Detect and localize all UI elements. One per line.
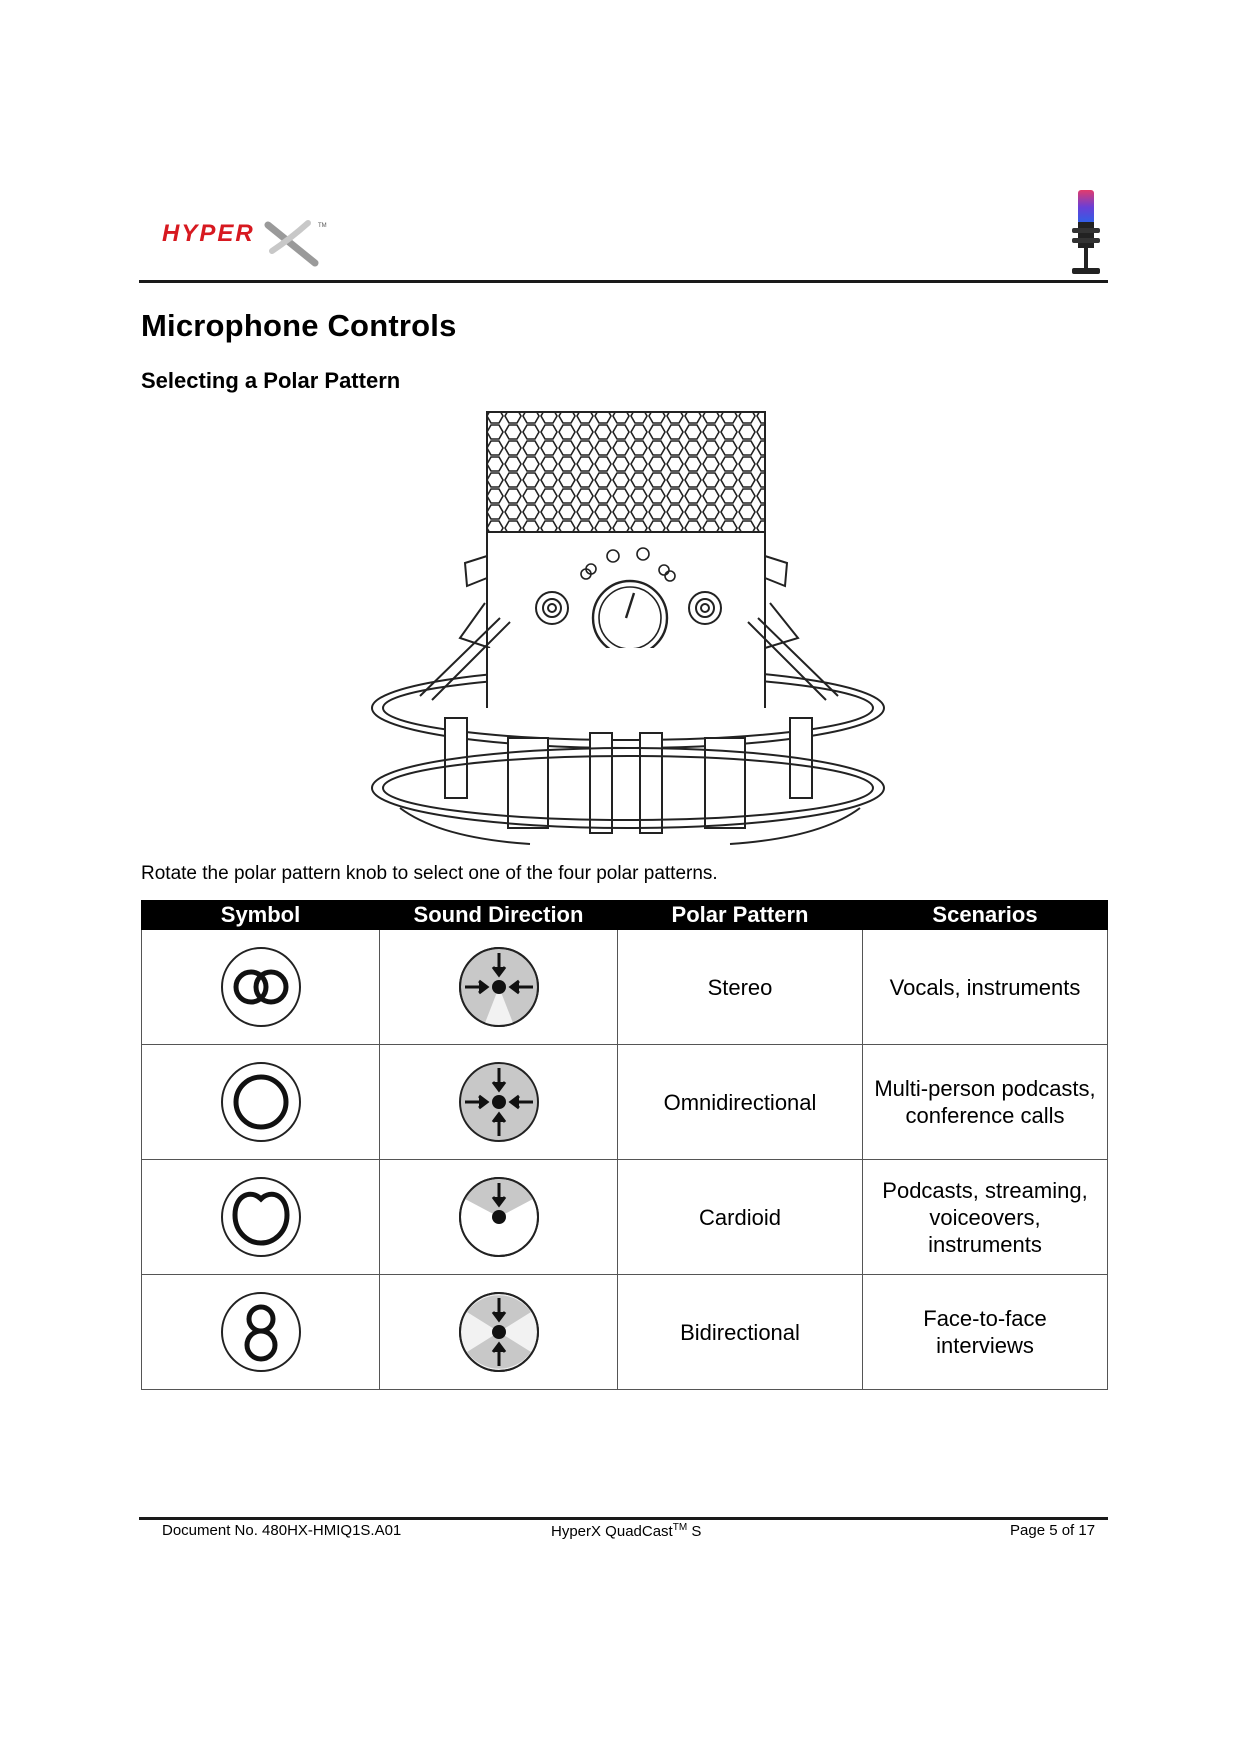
header-divider [139,280,1108,283]
direction-cell [380,1275,618,1390]
scenarios-cell: Podcasts, streaming, voiceovers, instruments [863,1160,1108,1275]
direction-cell [380,1045,618,1160]
section-subtitle: Selecting a Polar Pattern [141,368,401,393]
table-row [142,930,1108,1045]
symbol-cell [142,1160,380,1275]
footer-product-label: HyperX QuadCast [551,1523,673,1540]
scenarios-cell: Multi-person podcasts, conference calls [863,1045,1108,1160]
microphone-knob-illustration [360,408,900,848]
table-row [142,1275,1108,1390]
column-header-sound-direction: Sound Direction [380,901,618,930]
cardioid-direction-icon [457,1175,541,1259]
omnidirectional-direction-icon [457,1060,541,1144]
column-header-polar-pattern: Polar Pattern [618,901,863,930]
column-header-symbol: Symbol [142,901,380,930]
symbol-cell [142,1275,380,1390]
hyperx-logo [140,205,340,275]
scenarios-cell: Vocals, instruments [863,930,1108,1045]
symbol-cell [142,930,380,1045]
footer-product-name [551,1522,701,1540]
footer-trademark: TM [672,1522,688,1533]
footer-page-number: Page 5 of 17 [1010,1522,1096,1539]
stereo-symbol-icon [219,945,303,1029]
stereo-direction-icon [457,945,541,1029]
polar-pattern-table [141,900,1108,1390]
symbol-cell [142,1045,380,1160]
direction-cell [380,930,618,1045]
page-title: Microphone Controls [141,308,457,343]
footer-divider [139,1517,1108,1520]
omnidirectional-symbol-icon [219,1060,303,1144]
footer-product-suffix: S [687,1523,702,1540]
polar-pattern-cell: Omnidirectional [618,1045,863,1160]
bidirectional-direction-icon [457,1290,541,1374]
scenarios-cell: Face-to-face interviews [863,1275,1108,1390]
bidirectional-symbol-icon [219,1290,303,1374]
table-row [142,1160,1108,1275]
polar-pattern-cell: Bidirectional [618,1275,863,1390]
column-header-scenarios: Scenarios [863,901,1108,930]
svg-text:HYPER: HYPER [162,220,255,247]
instruction-text: Rotate the polar pattern knob to select one of the four polar patterns. [141,863,718,884]
polar-pattern-cell: Cardioid [618,1160,863,1275]
svg-text:TM: TM [318,223,327,229]
polar-pattern-cell: Stereo [618,930,863,1045]
footer-document-number: Document No. 480HX-HMIQ1S.A01 [162,1522,402,1539]
table-header-row [142,901,1108,930]
table-row [142,1045,1108,1160]
cardioid-symbol-icon [219,1175,303,1259]
direction-cell [380,1160,618,1275]
quadcast-microphone-icon [1066,188,1106,278]
